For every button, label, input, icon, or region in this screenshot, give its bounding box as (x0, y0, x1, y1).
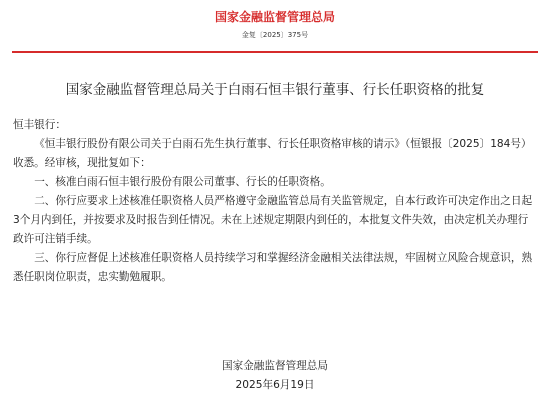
red-divider (12, 51, 538, 53)
signature-block (0, 357, 550, 395)
signature-org: 国家金融监督管理总局 (222, 360, 328, 372)
issuer-header: 国家金融监督管理总局 (214, 10, 335, 24)
document-number: 金复〔2025〕375号 (241, 31, 309, 39)
body-paragraph: 《恒丰银行股份有限公司关于白雨石先生执行董事、行长任职资格审核的请示》（恒银报〔2025〕184号）收悉。经审核，现批复如下： (13, 138, 532, 169)
body-paragraph: 三、你行应督促上述核准任职资格人员持续学习和掌握经济金融相关法律法规，牢固树立风险合规意识，熟悉任职岗位职责，忠实勤勉履职。 (13, 252, 533, 283)
signature-date: 2025年6月19日 (235, 379, 315, 391)
salutation: 恒丰银行： (13, 119, 66, 131)
body-paragraph: 二、你行应要求上述核准任职资格人员严格遵守金融监管总局有关监管规定，自本行政许可决定作出之日起3个月内到任，并按要求及时报告到任情况。未在上述规定期限内到任的，本批复文件失效，由决定机关办理行政许可注销手续。 (13, 195, 533, 245)
body-paragraph: 一、核准白雨石恒丰银行股份有限公司董事、行长的任职资格。 (34, 176, 331, 188)
document-body (13, 116, 533, 287)
document-title: 国家金融监督管理总局关于白雨石恒丰银行董事、行长任职资格的批复 (65, 82, 485, 98)
